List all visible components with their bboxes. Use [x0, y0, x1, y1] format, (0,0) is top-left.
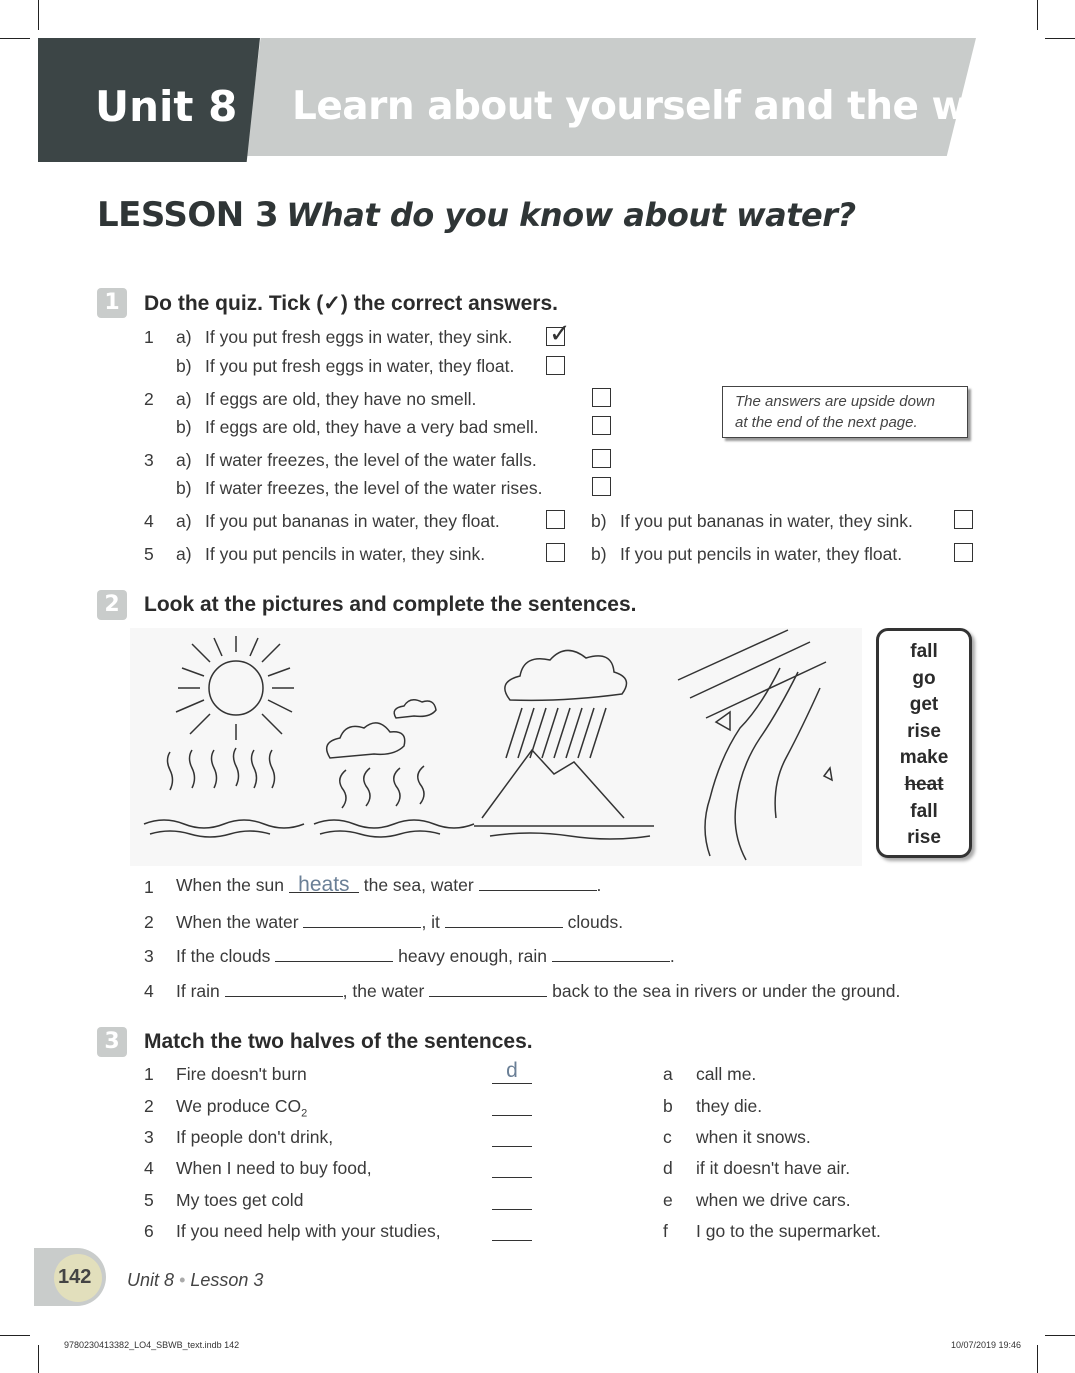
- sentence-text: If rain: [176, 981, 220, 1001]
- answer-checkbox[interactable]: [592, 388, 611, 407]
- answer-checkbox[interactable]: [546, 510, 565, 529]
- option-text: If you put pencils in water, they sink.: [205, 544, 486, 564]
- match-first-half: Fire doesn't burn: [176, 1064, 307, 1084]
- match-second-half: they die.: [696, 1096, 763, 1116]
- lesson-question: What do you know about water?: [286, 196, 856, 234]
- quiz-number: 4: [144, 511, 154, 531]
- answer-blank[interactable]: [445, 912, 563, 928]
- option-text: If water freezes, the level of the water falls.: [205, 450, 537, 470]
- crop-mark: [0, 38, 30, 39]
- footer-unit: Unit 8: [127, 1270, 175, 1290]
- match-letter: b: [663, 1096, 673, 1116]
- match-text: We produce CO: [176, 1096, 302, 1116]
- crop-mark: [1045, 38, 1075, 39]
- sentence-number: 1: [144, 877, 154, 897]
- match-second-half: I go to the supermarket.: [696, 1221, 881, 1241]
- crop-mark: [1037, 0, 1038, 30]
- answer-checkbox[interactable]: [546, 356, 565, 375]
- answer-blank[interactable]: [275, 946, 393, 962]
- crop-mark: [0, 1335, 30, 1336]
- page-number: 142: [58, 1266, 92, 1288]
- match-first-half: When I need to buy food,: [176, 1158, 372, 1178]
- option-label: b): [176, 356, 192, 376]
- print-slug-file: 9780230413382_LO4_SBWB_text.indb 142: [64, 1340, 240, 1350]
- sentence-text: clouds.: [567, 912, 624, 932]
- exercise-badge-1: 1: [97, 288, 127, 318]
- sentence-2: [176, 912, 623, 933]
- water-cycle-drawing: [130, 628, 862, 866]
- match-letter: e: [663, 1190, 673, 1210]
- sentence-text: When the sun: [176, 875, 284, 895]
- footer-lesson: Lesson 3: [190, 1270, 264, 1290]
- match-number: 3: [144, 1127, 154, 1147]
- sentence-text: , it: [421, 912, 440, 932]
- match-number: 2: [144, 1096, 154, 1116]
- unit-title: Learn about yourself and the world: [292, 84, 1053, 129]
- answer-checkbox[interactable]: [592, 416, 611, 435]
- exercise-badge-3: 3: [97, 1027, 127, 1057]
- word-bank-item: make: [899, 747, 949, 769]
- word-bank-item: go: [912, 667, 936, 689]
- option-label: a): [176, 389, 192, 409]
- match-second-half: when we drive cars.: [696, 1190, 851, 1210]
- sun-rays-icon: [176, 636, 294, 740]
- sentence-text: heavy enough, rain: [398, 946, 547, 966]
- match-blank[interactable]: [492, 1094, 532, 1116]
- example-answer: heats: [298, 873, 350, 896]
- lesson-number: LESSON 3: [97, 195, 279, 235]
- crop-mark: [1037, 1345, 1038, 1373]
- unit-label: Unit 8: [95, 82, 238, 131]
- option-label: b): [176, 478, 192, 498]
- option-label: a): [176, 327, 192, 347]
- sentence-number: 2: [144, 912, 154, 932]
- option-text: If you put fresh eggs in water, they sink.: [205, 327, 513, 347]
- sentence-text: .: [669, 946, 675, 966]
- answer-checkbox[interactable]: [592, 477, 611, 496]
- option-label: b): [591, 544, 607, 564]
- option-text: If water freezes, the level of the water rises.: [205, 478, 543, 498]
- answers-note: [722, 386, 968, 438]
- match-number: 5: [144, 1190, 154, 1210]
- tick-icon: ✓: [549, 319, 571, 349]
- option-text: If you put bananas in water, they sink.: [620, 511, 913, 531]
- answer-checkbox[interactable]: [954, 543, 973, 562]
- match-second-half: if it doesn't have air.: [696, 1158, 851, 1178]
- option-text: If eggs are old, they have a very bad smell.: [205, 417, 539, 437]
- sentence-text: When the water: [176, 912, 299, 932]
- word-bank-item: fall: [910, 641, 938, 662]
- option-label: a): [176, 450, 192, 470]
- match-letter: d: [663, 1158, 673, 1178]
- match-letter: a: [663, 1064, 673, 1084]
- answer-checkbox[interactable]: [592, 449, 611, 468]
- match-first-half: [176, 1096, 307, 1120]
- exercise-badge-2: 2: [97, 590, 127, 620]
- match-number: 1: [144, 1064, 154, 1084]
- exercise-1-title: Do the quiz. Tick (✓) the correct answers.: [144, 292, 558, 315]
- sentence-text: .: [596, 875, 602, 895]
- match-blank[interactable]: [492, 1188, 532, 1210]
- print-slug-date: 10/07/2019 19:46: [951, 1340, 1022, 1350]
- word-bank-item: fall: [910, 800, 938, 822]
- sentence-3: [176, 946, 675, 967]
- option-label: b): [591, 511, 607, 531]
- match-first-half: My toes get cold: [176, 1190, 304, 1210]
- option-label: b): [176, 417, 192, 437]
- sentence-1: [176, 873, 601, 896]
- quiz-number: 2: [144, 389, 154, 409]
- crop-mark: [38, 0, 39, 30]
- match-blank[interactable]: [492, 1219, 532, 1241]
- sentence-4: [176, 981, 900, 1002]
- quiz-number: 3: [144, 450, 154, 470]
- word-bank-item-used: heat: [904, 773, 944, 795]
- answer-checkbox[interactable]: [546, 319, 571, 349]
- option-label: a): [176, 544, 192, 564]
- sentence-text: , the water: [342, 981, 425, 1001]
- match-letter: f: [663, 1221, 668, 1241]
- sentence-number: 4: [144, 981, 154, 1001]
- sentence-text: back to the sea in rivers or under the ground.: [552, 981, 901, 1001]
- match-first-half: If you need help with your studies,: [176, 1221, 441, 1241]
- lesson-heading: [97, 195, 856, 235]
- note-line: The answers are upside down: [735, 393, 936, 410]
- match-second-half: when it snows.: [696, 1127, 811, 1147]
- word-bank-item: rise: [907, 827, 941, 849]
- answer-blank[interactable]: [429, 981, 547, 997]
- footer-breadcrumb: [127, 1270, 263, 1291]
- answer-blank[interactable]: [289, 873, 359, 896]
- footer-separator: •: [179, 1270, 186, 1290]
- quiz-number: 1: [144, 327, 154, 347]
- answer-checkbox[interactable]: [954, 510, 973, 529]
- match-blank[interactable]: [492, 1156, 532, 1178]
- note-line: at the end of the next page.: [735, 414, 918, 431]
- crop-mark: [38, 1345, 39, 1373]
- option-label: a): [176, 511, 192, 531]
- exercise-3-title: Match the two halves of the sentences.: [144, 1030, 533, 1053]
- quiz-number: 5: [144, 544, 154, 564]
- answer-blank[interactable]: [552, 946, 670, 962]
- match-number: 4: [144, 1158, 154, 1178]
- match-letter: c: [663, 1127, 672, 1147]
- option-text: If you put fresh eggs in water, they float.: [205, 356, 515, 376]
- water-cycle-illustration: [130, 628, 862, 866]
- answer-checkbox[interactable]: [546, 543, 565, 562]
- option-text: If you put pencils in water, they float.: [620, 544, 903, 564]
- sentence-number: 3: [144, 946, 154, 966]
- match-blank[interactable]: d: [492, 1062, 532, 1084]
- sentence-text: the sea, water: [363, 875, 474, 895]
- exercise-2-title: Look at the pictures and complete the sentences.: [144, 593, 637, 616]
- answer-blank[interactable]: [303, 912, 421, 928]
- word-bank-item: rise: [907, 720, 941, 742]
- match-number: 6: [144, 1221, 154, 1241]
- sentence-text: If the clouds: [176, 946, 271, 966]
- option-text: If eggs are old, they have no smell.: [205, 389, 477, 409]
- match-first-half: If people don't drink,: [176, 1127, 334, 1147]
- subscript: 2: [301, 1107, 308, 1120]
- crop-mark: [1045, 1335, 1075, 1336]
- word-bank-item: get: [909, 694, 939, 716]
- answer-blank[interactable]: [225, 981, 343, 997]
- answer-blank[interactable]: [479, 875, 597, 891]
- match-blank[interactable]: [492, 1125, 532, 1147]
- match-second-half: call me.: [696, 1064, 757, 1084]
- option-text: If you put bananas in water, they float.: [205, 511, 500, 531]
- word-bank: [876, 628, 972, 858]
